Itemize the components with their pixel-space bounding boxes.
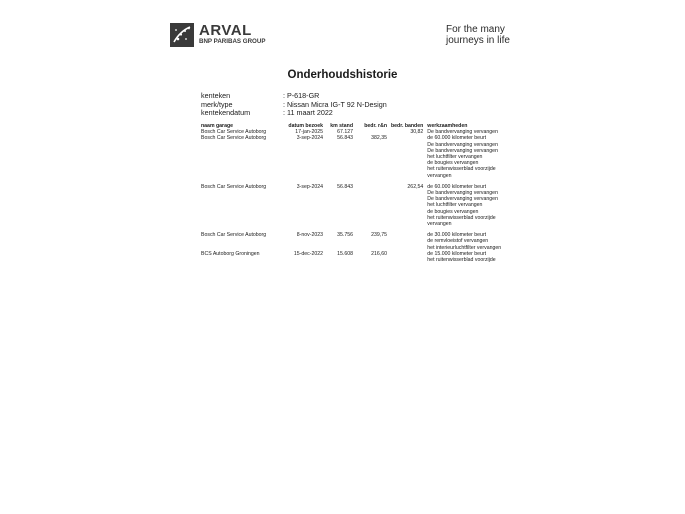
werkzaamheid-line: het interieurluchtfilter vervangen [427, 244, 502, 251]
arval-logo [170, 23, 265, 47]
tagline-line-1: For the many [446, 24, 505, 35]
cell-datum: 3-sep-2024 [296, 135, 323, 142]
column-header-km: km stand [330, 123, 353, 129]
werkzaamheid-line: de remvloeistof vervangen [427, 238, 489, 245]
werkzaamheid-line: de 15.000 kilometer beurt [427, 250, 487, 257]
cell-datum: 8-nov-2023 [296, 232, 323, 239]
werkzaamheid-line: de 30.000 kilometer beurt [427, 232, 487, 239]
info-value: : Nissan Micra IG-T 92 N-Design [283, 99, 387, 109]
werkzaamheid-line: vervangen [427, 221, 452, 228]
werkzaamheid-line: De bandvervanging vervangen [427, 196, 498, 203]
cell-rn: 239,75 [371, 232, 387, 239]
column-header-datum: datum bezoek [288, 123, 323, 129]
cell-datum: 17-jan-2025 [295, 129, 323, 136]
info-label: merk/type [201, 99, 233, 109]
cell-banden [389, 251, 425, 263]
vehicle-info [201, 92, 387, 118]
column-header-werk: werkzaamheden [427, 123, 468, 129]
cell-km: 56.843 [337, 135, 353, 142]
cell-km: 35.756 [337, 232, 353, 239]
cell-rn [355, 179, 389, 227]
cell-werkzaamheden [425, 227, 511, 251]
cell-km: 67.127 [337, 129, 353, 136]
werkzaamheid-line: De bandvervanging vervangen [427, 141, 498, 148]
cell-banden: 262,54 [407, 183, 424, 190]
werkzaamheid-line: De bandvervanging vervangen [427, 147, 498, 154]
tagline-line-2: journeys in life [446, 35, 510, 46]
maintenance-table [199, 123, 511, 263]
cell-garage: Bosch Car Service Autoborg [201, 183, 267, 190]
table-row [199, 179, 511, 227]
werkzaamheid-line: de 60.000 kilometer beurt [427, 183, 487, 190]
cell-garage: Bosch Car Service Autoborg [201, 129, 267, 136]
werkzaamheid-line: het ruitenwisserblad voorzijde [427, 166, 496, 173]
cell-rn: 382,35 [371, 135, 387, 142]
werkzaamheid-line: het ruitenwisserblad voorzijde [427, 257, 496, 264]
info-value: : P-618-GR [283, 91, 320, 100]
info-value: : 11 maart 2022 [283, 108, 333, 118]
cell-banden [389, 227, 425, 251]
cell-banden [389, 135, 425, 178]
werkzaamheid-line: de bougies vervangen [427, 160, 479, 167]
cell-werkzaamheden [425, 179, 511, 227]
werkzaamheid-line: de 60.000 kilometer beurt [427, 135, 487, 142]
table-row [199, 135, 511, 178]
cell-werkzaamheden [425, 251, 511, 263]
cell-garage: Bosch Car Service Autoborg [201, 135, 267, 142]
werkzaamheid-line: het ruitenwisserblad voorzijde [427, 214, 496, 221]
page-title: Onderhoudshistorie [287, 69, 398, 81]
table-row [199, 251, 511, 263]
cell-datum: 3-sep-2024 [296, 183, 323, 190]
cell-garage: BCS Autoborg Groningen [201, 250, 260, 257]
cell-rn: 216,60 [371, 250, 387, 257]
werkzaamheid-line: vervangen [427, 172, 452, 179]
logo-subtitle: BNP PARIBAS GROUP [199, 38, 266, 45]
tagline [446, 24, 510, 46]
column-header-banden: bedr. banden [391, 123, 424, 129]
werkzaamheid-line: de bougies vervangen [427, 208, 479, 215]
column-header-garage: naam garage [201, 123, 234, 129]
arval-logo-mark [170, 23, 194, 47]
werkzaamheid-line: het luchtfilter vervangen [427, 202, 483, 209]
cell-km: 15.608 [337, 250, 353, 257]
cell-datum: 15-dec-2022 [293, 250, 323, 257]
table-row [199, 227, 511, 251]
cell-werkzaamheden [425, 135, 511, 178]
werkzaamheid-line: De bandvervanging vervangen [427, 129, 498, 136]
info-label: kenteken [201, 91, 231, 100]
cell-banden: 30,82 [410, 129, 424, 136]
info-label: kentekendatum [201, 108, 251, 118]
cell-garage: Bosch Car Service Autoborg [201, 232, 267, 239]
cell-km: 56.843 [337, 183, 353, 190]
werkzaamheid-line: het luchtfilter vervangen [427, 154, 483, 161]
column-header-rn: bedr. r&n [364, 123, 387, 129]
info-row-kentekendatum [201, 109, 387, 118]
logo-name: ARVAL [199, 22, 252, 39]
werkzaamheid-line: De bandvervanging vervangen [427, 190, 498, 197]
